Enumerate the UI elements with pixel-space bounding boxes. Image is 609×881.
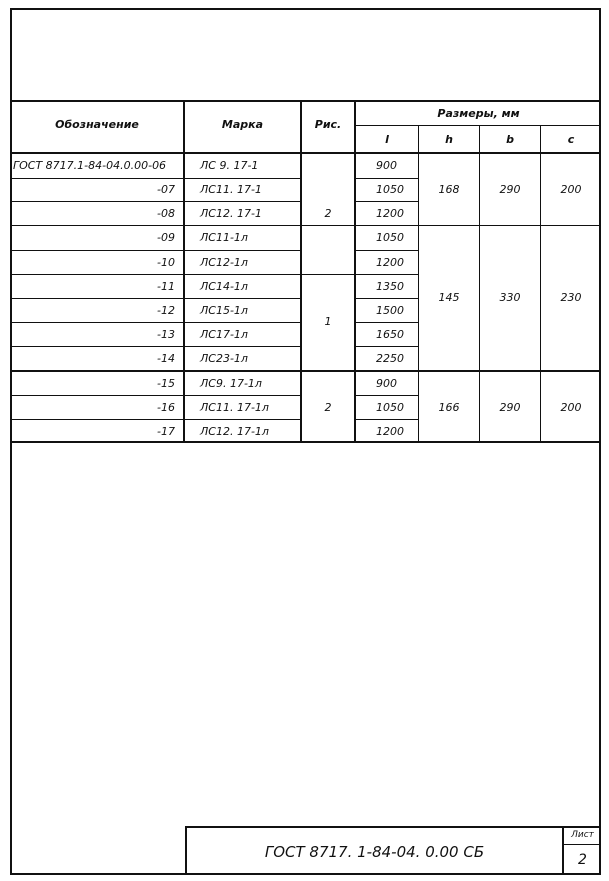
table-row-mark: ЛС 9. 17-1 — [200, 159, 259, 172]
table-row-designation: -09 — [157, 231, 175, 244]
table-row-l: 900 — [376, 159, 397, 172]
table-row-l: 1050 — [376, 401, 404, 414]
group-b: 290 — [499, 183, 521, 196]
header-l: l — [385, 133, 389, 146]
header-b: b — [506, 133, 514, 146]
table-row-mark: ЛС11-1л — [200, 231, 248, 244]
table-row-designation: -14 — [157, 352, 175, 365]
group-h: 166 — [438, 401, 460, 414]
document-code: ГОСТ 8717. 1-84-04. 0.00 СБ — [264, 843, 485, 861]
table-row-l: 1200 — [376, 425, 404, 438]
table-row-l: 1500 — [376, 304, 404, 317]
table-row-l: 1200 — [376, 256, 404, 269]
header-designation: Обозначение — [55, 118, 139, 131]
table-row-mark: ЛС11. 17-1 — [200, 183, 262, 196]
group-figure: 1 — [324, 315, 332, 328]
sheet-label: Лист — [571, 830, 594, 840]
table-row-l: 900 — [376, 377, 397, 390]
table-row-l: 1050 — [376, 231, 404, 244]
table-row-mark: ЛС14-1л — [200, 280, 248, 293]
table-row-designation: -07 — [157, 183, 175, 196]
group-figure: 2 — [324, 401, 332, 414]
table-row-l: 1200 — [376, 207, 404, 220]
group-c: 200 — [560, 183, 582, 196]
header-c: c — [567, 133, 575, 146]
header-dimensions: Размеры, мм — [437, 107, 520, 120]
table-row-designation: -11 — [157, 280, 175, 293]
group-c: 200 — [560, 401, 582, 414]
group-h: 168 — [438, 183, 460, 196]
table-row-designation: -16 — [157, 401, 175, 414]
table-top-border — [10, 100, 601, 102]
header-mark: Марка — [221, 118, 264, 131]
table-row-mark: ЛС15-1л — [200, 304, 248, 317]
table-row-designation: -08 — [157, 207, 175, 220]
table-bottom-border — [10, 441, 601, 443]
header-figure: Рис. — [314, 118, 342, 131]
header-h: h — [445, 133, 453, 146]
table-row-designation: -17 — [157, 425, 175, 438]
table-row-mark: ЛС12. 17-1 — [200, 207, 262, 220]
table-row-designation: -13 — [157, 328, 175, 341]
table-row-l: 1650 — [376, 328, 404, 341]
table-row-mark: ЛС12. 17-1л — [200, 425, 269, 438]
table-row-l: 1350 — [376, 280, 404, 293]
table-row-mark: ЛС23-1л — [200, 352, 248, 365]
table-row-designation: ГОСТ 8717.1-84-04.0.00-06 — [13, 159, 167, 172]
group-b: 330 — [499, 291, 521, 304]
table-row-mark: ЛС17-1л — [200, 328, 248, 341]
table-row-designation: -10 — [157, 256, 175, 269]
group-c: 230 — [560, 291, 582, 304]
table-row-l: 1050 — [376, 183, 404, 196]
table-row-mark: ЛС9. 17-1л — [200, 377, 262, 390]
table-row-mark: ЛС12-1л — [200, 256, 248, 269]
title-block — [185, 826, 601, 875]
dimensions-subheader-line — [355, 125, 601, 126]
group-figure: 2 — [324, 207, 332, 220]
table-row-l: 2250 — [376, 352, 404, 365]
table-row-designation: -15 — [157, 377, 175, 390]
group-b: 290 — [499, 401, 521, 414]
group-h: 145 — [438, 291, 460, 304]
table-row-mark: ЛС11. 17-1л — [200, 401, 269, 414]
sheet-number: 2 — [578, 852, 587, 868]
header-bottom-line — [10, 152, 601, 154]
table-row-designation: -12 — [157, 304, 175, 317]
